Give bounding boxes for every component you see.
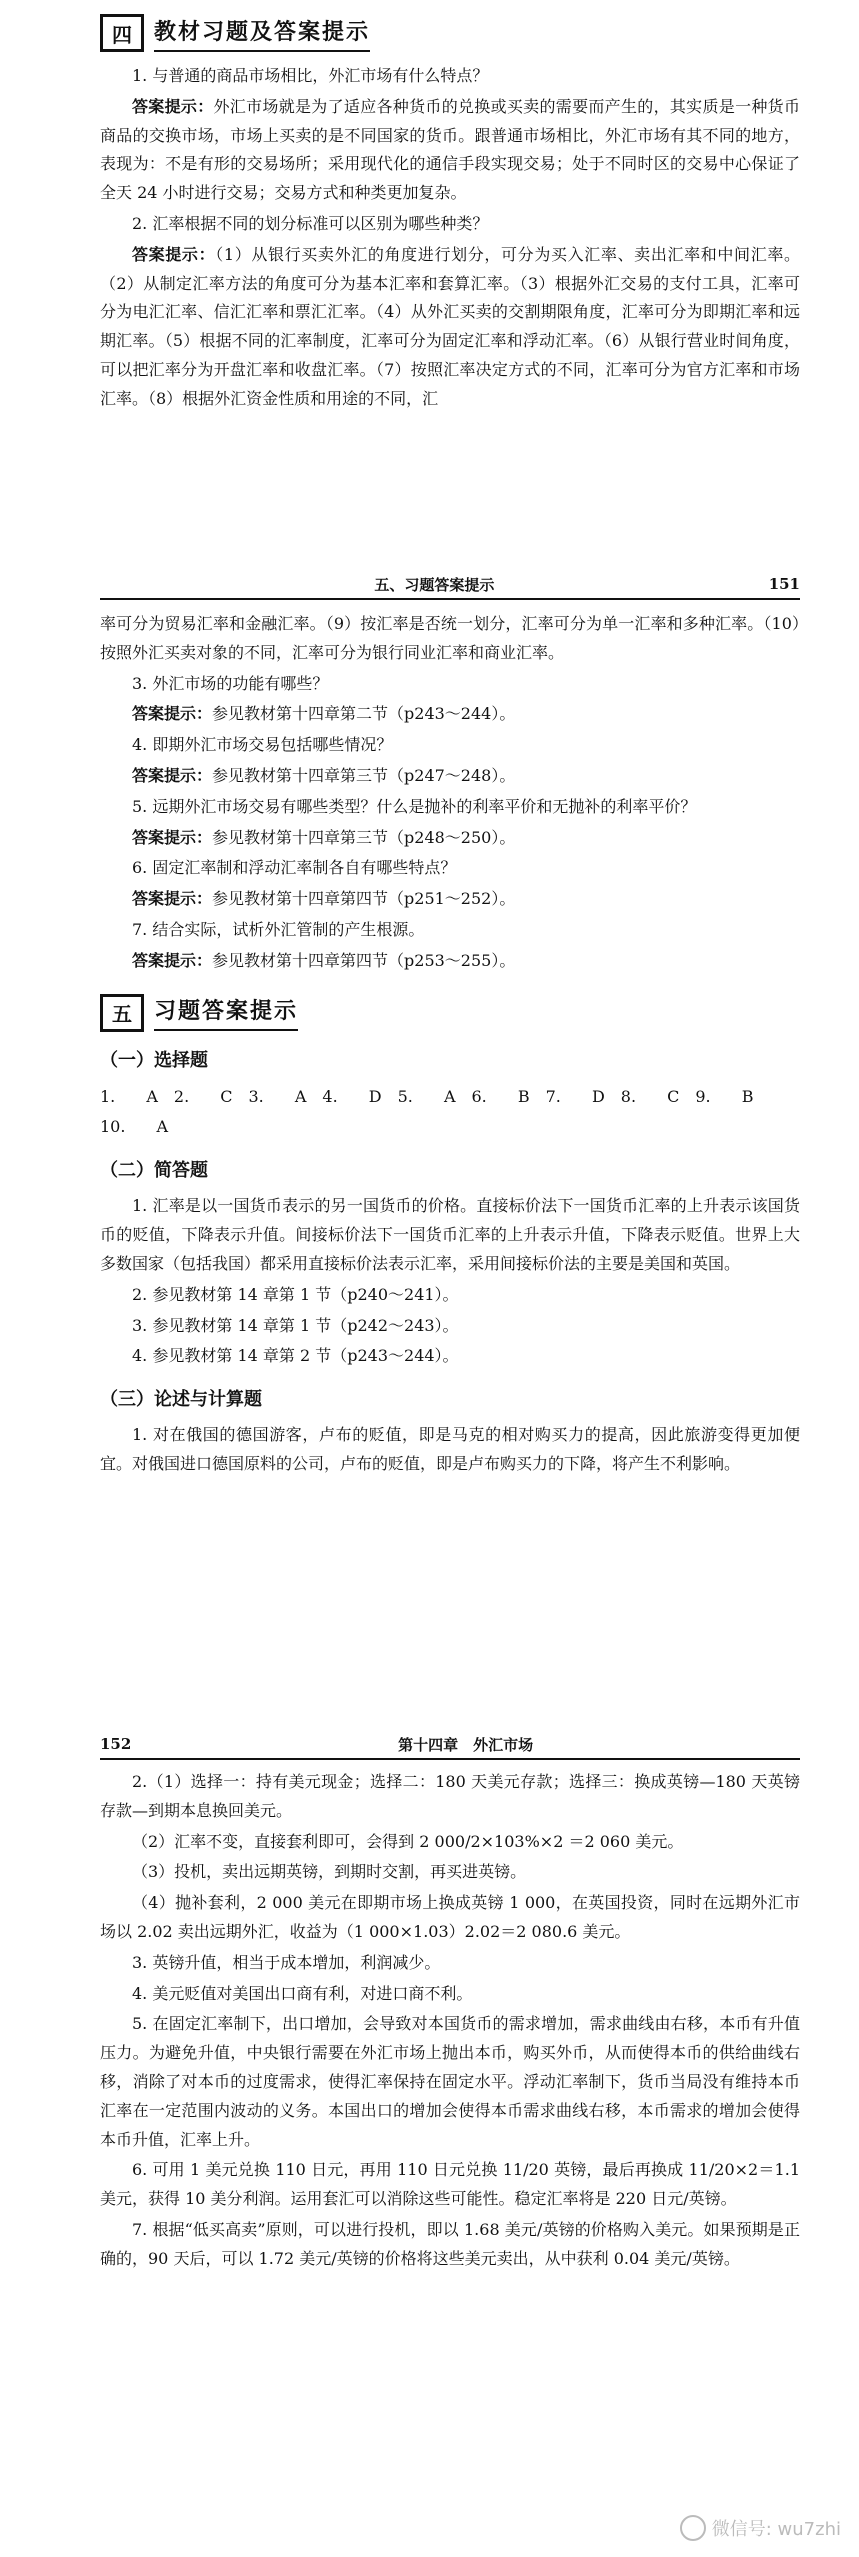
choice-answers: 1. A 2. C 3. A 4. D 5. A 6. B 7. D 8. C 9. B [100,1086,754,1106]
question-5: 5. 远期外汇市场交易有哪些类型？什么是抛补的利率平价和无抛补的利率平价？ [132,796,697,816]
answer-text: 参见教材第十四章第四节（p253～255）。 [212,950,516,970]
calc-answer-4: 4. 美元贬值对美国出口商有利，对进口商不利。 [132,1983,473,2003]
choice-answers-2: 10. A [100,1116,169,1136]
page-number: 151 [768,575,800,593]
question-7: 7. 结合实际，试析外汇管制的产生根源。 [132,919,425,939]
section-header-5 [100,994,800,1032]
watermark [680,2515,841,2541]
answer-2 [100,241,800,414]
short-answer-4: 4. 参见教材第 14 章第 2 节（p243～244）。 [132,1346,459,1366]
answer-text: 参见教材第十四章第二节（p243～244）。 [212,704,516,724]
header-title: 五、习题答案提示 [374,575,495,594]
page-header [100,1730,800,1760]
short-answer-2: 2. 参见教材第 14 章第 1 节（p240～241）。 [132,1284,459,1304]
subhead-discussion: （三）论述与计算题 [100,1389,262,1411]
answer-2-continued: 率可分为贸易汇率和金融汇率。（9）按汇率是否统一划分，汇率可分为单一汇率和多种汇率。（10）按照外汇买卖对象的不同，汇率可分为银行同业汇率和商业汇率。 [100,614,800,662]
answer-7 [100,947,800,976]
question-2: 2. 汇率根据不同的划分标准可以区别为哪些种类？ [132,213,489,233]
answer-text: 参见教材第十四章第三节（p247～248）。 [212,765,516,785]
answer-text: （1）从银行买卖外汇的角度进行划分，可分为买入汇率、卖出汇率和中间汇率。（2）从制定汇率方法的角度可分为基本汇率和套算汇率。（3）根据外汇交易的支付工具，汇率可分为电汇汇率、信汇汇率和票汇汇率。（4）从外汇买卖的交割期限角度，汇率可分为即期汇率和远期汇率。（5）根据不同的汇率制度，汇率可分为固定汇率和浮动汇率。（6）从银行营业时间角度，可以把汇率分为开盘汇率和收盘汇率。（7）按照汇率决定方式的不同，汇率可分为官方汇率和市场汇率。（8）根据外汇资金性质和用途的不同，汇 [100,244,800,408]
answer-label: 答案提示： [132,765,213,785]
answer-3 [100,700,800,729]
answer-4 [100,762,800,791]
answer-5 [100,824,800,853]
answer-text: 参见教材第十四章第三节（p248～250）。 [212,827,516,847]
page-3 [0,1720,859,2557]
discussion-answer-1: 1. 对在俄国的德国游客，卢布的贬值，即是马克的相对购买力的提高，因此旅游变得更加便宜。对俄国进口德国原料的公司，卢布的贬值，即是卢布购买力的下降，将产生不利影响。 [100,1425,800,1473]
answer-label: 答案提示： [132,950,213,970]
answer-label: 答案提示： [132,96,214,116]
answer-label: 答案提示： [132,704,213,724]
question-6: 6. 固定汇率制和浮动汇率制各自有哪些特点？ [132,858,457,878]
answer-text: 外汇市场就是为了适应各种货币的兑换或买卖的需要而产生的，其实质是一种货币商品的交换市场，市场上买卖的是不同国家的货币。跟普通市场相比，外汇市场有其不同的地方，表现为：不是有形的交易场所；采用现代化的通信手段实现交易；处于不同时区的交易中心保证了全天 24 小时进行交易；交易方式和种类更加复杂。 [100,96,800,203]
calc-answer-6: 6. 可用 1 美元兑换 110 日元，再用 110 日元兑换 11/20 英镑，最后再换成 11/20×2＝1.1 美元，获得 10 美分利润。运用套汇可以消除这些可能性。稳定汇率将是 220 日元/英镑。 [100,2160,800,2209]
page-1-content [100,8,800,416]
question-3: 3. 外汇市场的功能有哪些？ [132,673,329,693]
page-3-content [100,1766,800,2276]
short-answer-3: 3. 参见教材第 14 章第 1 节（p242～243）。 [132,1315,459,1335]
page-2-content [100,608,800,1481]
answer-text: 参见教材第十四章第四节（p251～252）。 [212,889,516,909]
wechat-icon [680,2515,706,2541]
answer-label: 答案提示： [132,827,213,847]
calc-answer-3: 3. 英镑升值，相当于成本增加，利润减少。 [132,1952,441,1972]
calc-answer-2-3: （3）投机，卖出远期英镑，到期时交割，再买进英镑。 [132,1862,527,1882]
short-answer-1: 1. 汇率是以一国货币表示的另一国货币的价格。直接标价法下一国货币汇率的上升表示该国货币的贬值，下降表示升值。间接标价法下一国货币汇率的上升表示升值，下降表示贬值。世界上大多数国家（包括我国）都采用直接标价法表示汇率，采用间接标价法的主要是美国和英国。 [100,1196,800,1273]
section-title: 习题答案提示 [154,994,298,1031]
answer-1 [100,93,800,208]
calc-answer-7: 7. 根据“低买高卖”原则，可以进行投机，即以 1.68 美元/英镑的价格购入美元。如果预期是正确的，90 天后，可以 1.72 美元/英镑的价格将这些美元卖出，从中获利 0.04 美元/英镑。 [100,2219,800,2268]
subhead-short: （二）简答题 [100,1160,208,1182]
calc-answer-2-4: （4）抛补套利，2 000 美元在即期市场上换成英镑 1 000，在英国投资，同时在远期外汇市场以 2.02 卖出远期外汇，收益为（1 000×1.03）2.02＝2 080.6 美元。 [100,1893,800,1941]
question-4: 4. 即期外汇市场交易包括哪些情况？ [132,735,393,755]
calc-answer-2-1: 2.（1）选择一：持有美元现金；选择二：180 天美元存款；选择三：换成英镑—180 天英镑存款—到期本息换回美元。 [100,1772,800,1820]
calc-answer-2-2: （2）汇率不变，直接套利即可，会得到 2 000/2×103%×2 ＝2 060 美元。 [132,1831,684,1851]
section-header-4 [100,14,800,52]
page-1 [0,0,859,540]
header-title: 第十四章 外汇市场 [398,1735,534,1754]
answer-6 [100,885,800,914]
section-title: 教材习题及答案提示 [154,15,370,52]
calc-answer-5: 5. 在固定汇率制下，出口增加，会导致对本国货币的需求增加，需求曲线由右移，本币有升值压力。为避免升值，中央银行需要在外汇市场上抛出本币，购买外币，从而使得本币的供给曲线右移，消除了对本币的过度需求，使得汇率保持在固定水平。浮动汇率制下，货币当局没有维持本币汇率在一定范围内波动的义务。本国出口的增加会使得本币需求曲线右移，本币需求的增加会使得本币升值，汇率上升。 [100,2014,800,2149]
page-2 [0,560,859,1690]
section-number-box: 五 [100,994,144,1032]
answer-label: 答案提示： [132,244,216,264]
subhead-choice: （一）选择题 [100,1049,208,1071]
page-number: 152 [100,1735,132,1753]
question-1: 1. 与普通的商品市场相比，外汇市场有什么特点？ [132,66,489,85]
section-number-box: 四 [100,14,144,52]
page-header [100,570,800,600]
answer-label: 答案提示： [132,889,213,909]
watermark-text: 微信号: wu7zhi [711,2519,841,2540]
